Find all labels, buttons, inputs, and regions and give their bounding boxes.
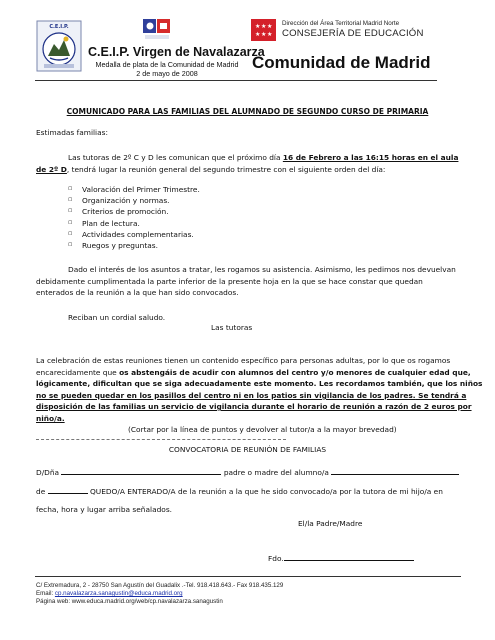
agenda-item: ▫ Ruegos y preguntas.: [68, 239, 158, 250]
bullet-icon: ▫: [68, 206, 73, 215]
greeting: Estimadas familias:: [36, 128, 108, 137]
svg-text:★: ★: [255, 23, 261, 30]
footer-email-link[interactable]: cp.navalazarza.sanagustin@educa.madrid.org: [54, 590, 183, 597]
intro-before: Las tutoras de 2º C y D les comunican que el próximo día: [68, 153, 283, 162]
para2-line-3: enterados de la reunión a la que han sido convocados.: [36, 288, 239, 297]
para2-line-2: debidamente cumplimentada la parte inferior de la presente hoja en la que se hace constar que quedan: [36, 277, 423, 286]
intro-line-1: [68, 152, 468, 163]
conserjeria-label: CONSEJERÍA DE EDUCACIÓN: [282, 28, 424, 39]
school-subtitle-date: 2 de mayo de 2008: [136, 68, 198, 78]
svg-text:★: ★: [261, 23, 267, 30]
course-field[interactable]: [48, 485, 88, 494]
agenda-item: ▫ Valoración del Primer Trimestre.: [68, 184, 200, 194]
footer-address: C/ Extremadura, 2 - 28750 San Agustín del Guadalix .-Tel. 918.418.643.- Fax 918.435.129: [36, 582, 284, 589]
svg-text:★: ★: [255, 31, 261, 38]
footer-web[interactable]: Página web: www.educa.madrid.org/web/cp.navalazarza.sanagustin: [36, 598, 223, 605]
signature-field[interactable]: [284, 552, 414, 561]
cut-line: [36, 439, 286, 440]
school-name: C.E.I.P. Virgen de Navalazarza: [88, 45, 265, 59]
cut-note: (Cortar por la línea de puntos y devolver al tutor/a a la mayor brevedad): [128, 425, 397, 434]
region-name: Comunidad de Madrid: [252, 53, 431, 72]
agenda-list: [68, 184, 200, 251]
parent-of-label: padre o madre del alumno/a: [223, 468, 329, 477]
form-line-3: fecha, hora y lugar arriba señalados.: [36, 505, 173, 514]
agenda-item: ▫ Plan de lectura.: [68, 217, 140, 228]
convocatoria-title: CONVOCATORIA DE REUNIÓN DE FAMILIAS: [168, 445, 327, 454]
direction-label: Dirección del Área Territorial Madrid Norte: [282, 20, 400, 27]
parent-name-field[interactable]: [61, 466, 221, 475]
bullet-icon: ▫: [68, 239, 73, 248]
para3-line-5: disposición de las familias un servicio de vigilancia durante el horario de reunión a razón de 2 euros por: [36, 402, 472, 411]
bullet-icon: ▫: [68, 217, 73, 226]
para3-emphasis-1: os abstengáis de acudir con alumnos del centro y/o menores de cualquier edad que,: [119, 368, 471, 377]
agenda-item: ▫ Organización y normas.: [68, 195, 170, 206]
para3-line-6: niño/a.: [36, 414, 65, 423]
para3-line-2: encarecidamente que os abstengáis de acudir con alumnos del centro y/o menores de cualquier edad que,: [36, 368, 471, 377]
para2-line-1: Dado el interés de los asuntos a tratar, les rogamos su asistencia. Asimismo, les pedimos nos devuelvan: [68, 265, 456, 274]
dona-label: D/Dña: [36, 468, 60, 477]
para3-line-4: no se pueden quedar en los pasillos del centro ni en los patios sin vigilancia de los padres. Se tendrá a: [36, 391, 467, 400]
form-line-2: de QUEDO/A ENTERADO/A de la reunión a la que he sido convocado/a por la tutora de mi hijo/a en: [36, 487, 443, 496]
fdo-line: [268, 552, 414, 564]
svg-text:★: ★: [267, 23, 273, 30]
fdo-label: Fdo.: [268, 554, 284, 563]
form-line-1: [36, 466, 459, 478]
intro-after: , tendrá lugar la reunión general del segundo trimestre con el siguiente orden del día:: [66, 165, 386, 174]
school-subtitle-medal: Medalla de plata de la Comunidad de Madrid: [95, 60, 239, 69]
bullet-icon: ▫: [68, 195, 73, 204]
crest-lettering: C.E.I.P.: [49, 24, 69, 30]
school-subtitle: [92, 61, 242, 78]
agenda-item: ▫ Actividades complementarias.: [68, 228, 194, 239]
meeting-room: de 2º D: [36, 165, 67, 174]
student-name-field[interactable]: [331, 466, 459, 475]
bullet-icon: ▫: [68, 184, 73, 192]
svg-text:★: ★: [261, 31, 267, 38]
program-logo: [143, 19, 171, 41]
parent-signature-label: El/la Padre/Madre: [298, 519, 363, 528]
enterado-text: QUEDO/A ENTERADO/A de la reunión a la que he sido convocado/a por la tutora de mi hijo/a en: [89, 487, 443, 496]
bullet-icon: ▫: [68, 228, 73, 237]
meeting-date-time: 16 de Febrero a las 16:15 horas en el aula: [282, 153, 459, 162]
footer-divider: [35, 576, 461, 577]
para3-line-1: La celebración de estas reuniones tienen un contenido específico para personas adultas, por lo que os rogamos: [36, 356, 451, 365]
intro-line-2: [36, 164, 385, 175]
madrid-flag-logo: [251, 19, 276, 41]
salute: Reciban un cordial saludo.: [68, 313, 166, 322]
header-divider: [35, 80, 437, 81]
tutoras-signature: Las tutoras: [211, 323, 253, 332]
svg-text:★: ★: [267, 31, 273, 38]
document-title: COMUNICADO PARA LAS FAMILIAS DEL ALUMNADO DE SEGUNDO CURSO DE PRIMARIA: [66, 107, 429, 116]
para3-line-3: lógicamente, dificultan que se siga adecuadamente este momento. Les recordamos también, que los niños: [36, 379, 483, 388]
footer-email-line: Email: cp.navalazarza.sanagustin@educa.madrid.org: [36, 590, 183, 597]
school-crest-logo: [36, 20, 82, 72]
agenda-item: ▫ Criterios de promoción.: [68, 206, 169, 217]
